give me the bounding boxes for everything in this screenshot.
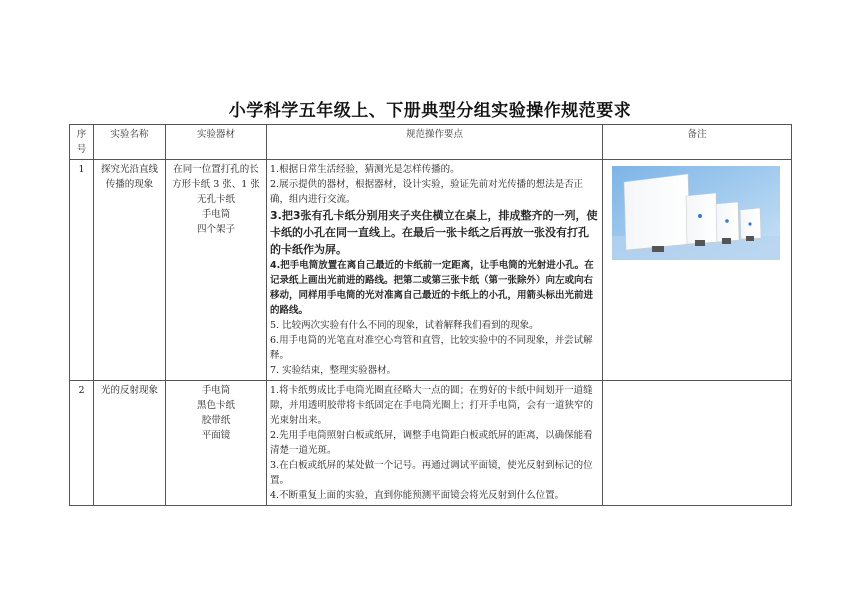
table-row: [70, 381, 792, 506]
material-item: 平面镜: [201, 430, 231, 441]
material-item: 手电筒: [201, 385, 231, 396]
step-item: 3.把3张有孔卡纸分别用夹子夹住横立在桌上，排成整齐的一列，使卡纸的小孔在同一直线上。在最后一张卡纸之后再放一张没有打孔的卡纸作为屏。: [270, 209, 598, 256]
materials-cell: [166, 160, 267, 381]
row-number: 1: [70, 160, 94, 381]
header-remark: 备注: [603, 125, 792, 160]
experiment-name: 探究光沿直线传播的现象: [94, 160, 166, 381]
material-item: 胶带纸: [201, 415, 231, 426]
experiment-table: [69, 124, 792, 506]
step-item: 4.把手电筒放置在离自己最近的卡纸前一定距离，让手电筒的光射进小孔。在记录纸上画出光前进的路线。把第二或第三张卡纸（第一张除外）向左或向右移动，同样用手电筒的光对准离自己最近的卡纸上的小孔，用箭头标出光前进的路线。: [270, 260, 594, 316]
header-steps: 规范操作要点: [267, 125, 603, 160]
steps-cell: [267, 160, 603, 381]
step-item: 2.先用手电筒照射白板或纸屏，调整手电筒距白板或纸屏的距离，以确保能看清楚一道光斑。: [270, 430, 593, 456]
step-item: 6.用手电筒的光笔直对准空心弯管和直管，比较实验中的不同现象，并尝试解释。: [270, 335, 593, 361]
table-header-row: [70, 125, 792, 160]
remark-cell: [603, 160, 792, 381]
step-item: 4.不断重复上面的实验，直到你能预测平面镜会将光反射到什么位置。: [270, 490, 565, 501]
step-item: 7. 实验结束，整理实验器材。: [270, 365, 397, 376]
remark-cell: [603, 381, 792, 506]
material-item: 在同一位置打孔的长方形卡纸 3 张、1 张无孔卡纸: [172, 164, 260, 205]
header-no: 序号: [70, 125, 94, 160]
steps-cell: [267, 381, 603, 506]
material-item: 黑色卡纸: [196, 400, 235, 411]
step-item: 3.在白板或纸屏的某处做一个记号。再通过调试平面镜，使光反射到标记的位置。: [270, 460, 593, 486]
row-number: 2: [70, 381, 94, 506]
table-row: [70, 160, 792, 381]
step-item: 1.将卡纸剪成比手电筒光圈直径略大一点的圆；在剪好的卡纸中间划开一道缝隙，并用透明胶带将卡纸固定在手电筒光圈上；打开手电筒，会有一道狭窄的光束射出来。: [270, 385, 594, 426]
page-title: 小学科学五年级上、下册典型分组实验操作规范要求: [228, 101, 632, 121]
header-name: 实验名称: [94, 125, 166, 160]
materials-cell: [166, 381, 267, 506]
step-item: 1.根据日常生活经验，猜测光是怎样传播的。: [270, 164, 460, 175]
header-materials: 实验器材: [166, 125, 267, 160]
step-item: 5. 比较两次实验有什么不同的现象，试着解释我们看到的现象。: [270, 320, 539, 331]
step-item: 2.展示提供的器材，根据器材，设计实验，验证先前对光传播的想法是否正确，组内进行交流。: [270, 179, 584, 205]
experiment-name: 光的反射现象: [94, 381, 166, 506]
material-item: 四个架子: [196, 224, 235, 235]
cards-on-stands-photo: [612, 166, 780, 260]
material-item: 手电筒: [201, 209, 231, 220]
